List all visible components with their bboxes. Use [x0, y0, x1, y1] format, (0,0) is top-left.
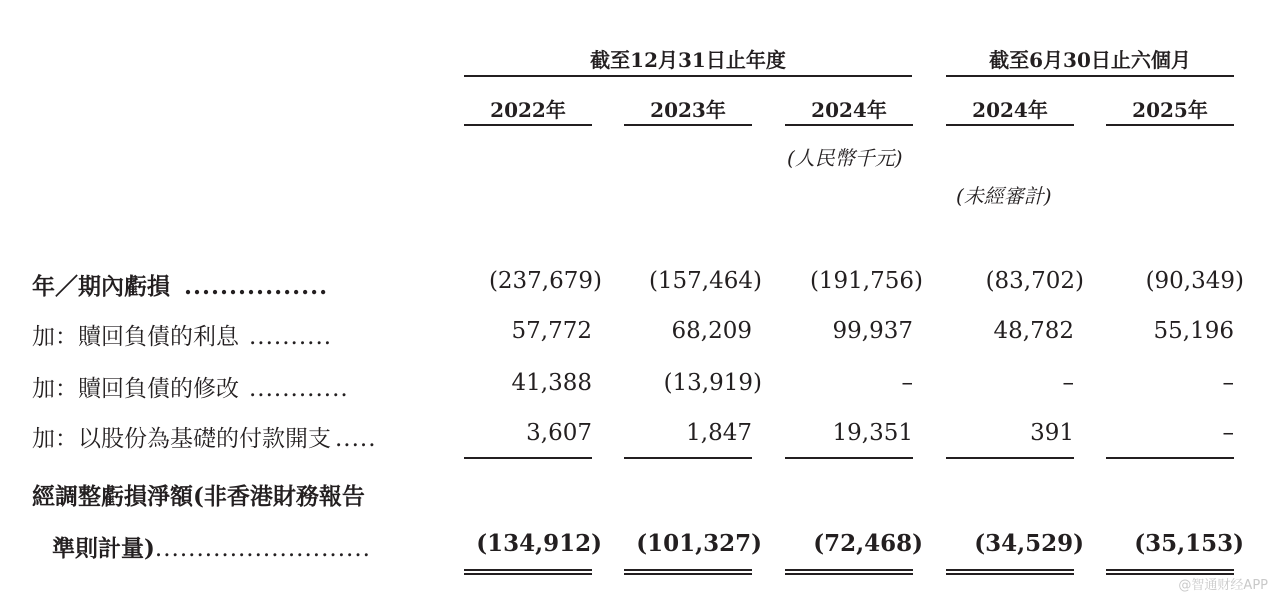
half-year-group-rule — [946, 75, 1234, 77]
total-c3: (72,468) — [813, 530, 923, 557]
cell-r1-c4: (83,702) — [985, 268, 1084, 294]
total-c2: (101,327) — [636, 530, 762, 557]
row-label-modification — [32, 370, 349, 403]
total-double-rule-4 — [946, 569, 1074, 575]
watermark: @智通财经APP — [1178, 578, 1268, 593]
subtotal-rule-4 — [946, 457, 1074, 459]
subtotal-rule-3 — [785, 457, 913, 459]
cell-r3-c5: – — [1222, 370, 1234, 396]
year-heading-3: 2024年 — [811, 98, 887, 122]
year-rule-1 — [464, 124, 592, 126]
cell-r2-c3: 99,937 — [832, 318, 913, 344]
cell-r4-c1: 3,607 — [526, 420, 592, 446]
total-c4: (34,529) — [974, 530, 1084, 557]
year-rule-2 — [624, 124, 752, 126]
cell-r1-c2: (157,464) — [648, 268, 762, 294]
leader-dots: ..... — [335, 426, 377, 452]
row-label-share-based — [32, 420, 377, 453]
cell-r3-c1: 41,388 — [511, 370, 592, 396]
cell-r4-c5: – — [1222, 420, 1234, 446]
total-c1: (134,912) — [476, 530, 602, 557]
row-label-text: 加：贖回負債的修改 — [32, 376, 239, 402]
year-rule-5 — [1106, 124, 1234, 126]
year-heading-5: 2025年 — [1132, 98, 1208, 122]
cell-r3-c3: – — [901, 370, 913, 396]
cell-r2-c4: 48,782 — [993, 318, 1074, 344]
total-label-line1: 經調整虧損淨額(非香港財務報告 — [32, 483, 365, 510]
leader-dots: .......................... — [154, 536, 371, 562]
year-rule-3 — [785, 124, 913, 126]
year-heading-1: 2022年 — [490, 98, 566, 122]
cell-r1-c5: (90,349) — [1145, 268, 1244, 294]
cell-r2-c2: 68,209 — [671, 318, 752, 344]
total-label-line2 — [52, 530, 371, 563]
cell-r2-c5: 55,196 — [1153, 318, 1234, 344]
year-heading-2: 2023年 — [650, 98, 726, 122]
row-label-text: 年／期內虧損 — [32, 273, 170, 300]
total-double-rule-1 — [464, 569, 592, 575]
row-label-text: 加：贖回負債的利息 — [32, 324, 239, 350]
fiscal-year-group-rule — [464, 75, 912, 77]
cell-r4-c2: 1,847 — [686, 420, 752, 446]
leader-dots: .......... — [249, 324, 333, 350]
cell-r2-c1: 57,772 — [511, 318, 592, 344]
row-label-interest — [32, 318, 332, 351]
subtotal-rule-2 — [624, 457, 752, 459]
unaudited-note: (未經審計) — [956, 184, 1052, 208]
row-label-loss — [32, 268, 328, 301]
cell-r1-c3: (191,756) — [809, 268, 923, 294]
half-year-group-heading: 截至6月30日止六個月 — [989, 48, 1191, 72]
year-rule-4 — [946, 124, 1074, 126]
row-label-text: 準則計量) — [52, 535, 155, 562]
subtotal-rule-5 — [1106, 457, 1234, 459]
cell-r1-c1: (237,679) — [488, 268, 602, 294]
leader-dots: ................ — [184, 273, 329, 300]
cell-r4-c4: 391 — [1030, 420, 1074, 446]
unit-note: (人民幣千元) — [787, 146, 903, 170]
subtotal-rule-1 — [464, 457, 592, 459]
total-c5: (35,153) — [1134, 530, 1244, 557]
total-double-rule-3 — [785, 569, 913, 575]
year-heading-4: 2024年 — [972, 98, 1048, 122]
cell-r4-c3: 19,351 — [832, 420, 913, 446]
total-double-rule-2 — [624, 569, 752, 575]
leader-dots: ............ — [249, 376, 349, 402]
row-label-text: 加：以股份為基礎的付款開支 — [32, 426, 331, 452]
cell-r3-c2: (13,919) — [663, 370, 762, 396]
cell-r3-c4: – — [1062, 370, 1074, 396]
fiscal-year-group-heading: 截至12月31日止年度 — [590, 48, 786, 72]
